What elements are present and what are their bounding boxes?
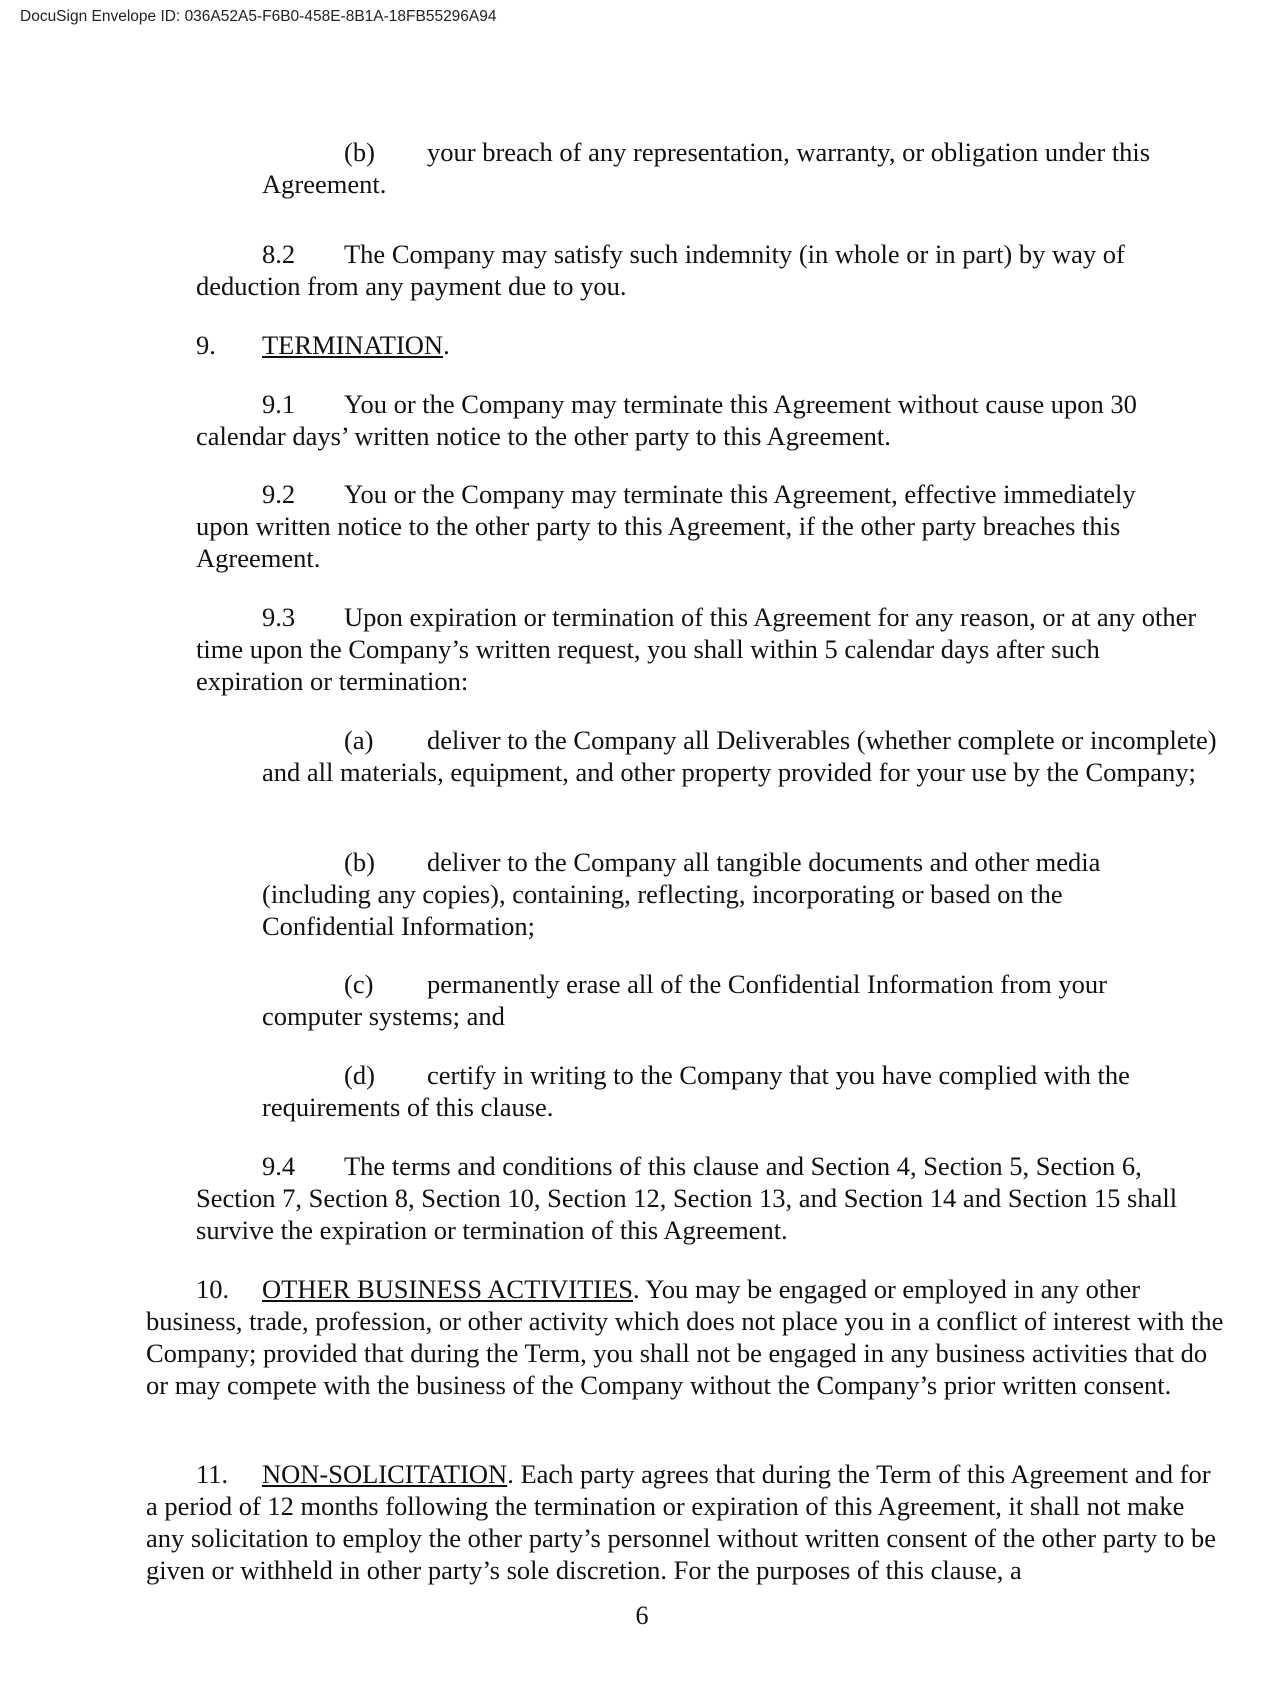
clause-text: Upon expiration or termination of this Agreement for any reason, or at any other time upon the Company’s written request, you shall within 5 calendar days after such expiration or termination:: [196, 602, 1197, 696]
section-title-period: .: [443, 330, 450, 360]
section-title: OTHER BUSINESS ACTIVITIES: [262, 1274, 634, 1304]
section-text: . You may be engaged or employed in any other business, trade, profession, or other activity which does not place you in a conflict of interest with the Company; provided that during the Term, you shall not be engaged in any business activities that do or may compete with the business of the Company without the Company’s prior written consent.: [146, 1274, 1224, 1400]
clause-9-1: [196, 388, 1174, 452]
clause-9-4: [196, 1150, 1226, 1246]
clause-number: (d): [344, 1060, 375, 1090]
clause-9-3-c: [262, 968, 1162, 1032]
section-number: 11.: [196, 1459, 229, 1489]
clause-9-3-a: [262, 724, 1220, 788]
clause-text: deliver to the Company all Deliverables (whether complete or incomplete) and all materials, equipment, and other property provided for your use by the Company;: [262, 725, 1217, 787]
section-title: TERMINATION: [262, 330, 444, 360]
clause-number: (b): [344, 137, 375, 167]
clause-text: permanently erase all of the Confidential Information from your computer systems; and: [262, 969, 1107, 1031]
clause-9-2: [196, 478, 1174, 574]
section-number: 9.: [196, 330, 216, 360]
clause-9-3-d: [262, 1059, 1182, 1123]
clause-9-3: [196, 601, 1208, 697]
clause-text: deliver to the Company all tangible documents and other media (including any copies), containing, reflecting, incorporating or based on the Confidential Information;: [262, 847, 1101, 941]
clause-9-3-b: [262, 846, 1142, 942]
clause-text: your breach of any representation, warranty, or obligation under this Agreement.: [262, 137, 1151, 199]
section-text: . Each party agrees that during the Term of this Agreement and for a period of 12 months following the termination or expiration of this Agreement, it shall not make any solicitation to employ the other party’s personnel without written consent of the other party to be given or withheld in other party’s sole discretion. For the purposes of this clause, a: [146, 1459, 1217, 1585]
section-9-heading: [196, 329, 1174, 361]
clause-text: The Company may satisfy such indemnity (in whole or in part) by way of deduction from any payment due to you.: [196, 239, 1125, 301]
clause-number: 9.4: [262, 1151, 296, 1181]
clause-8-2: [196, 238, 1174, 302]
clause-number: (b): [344, 847, 375, 877]
clause-number: 8.2: [262, 239, 296, 269]
clause-number: (c): [344, 969, 374, 999]
section-10: [146, 1273, 1226, 1401]
clause-number: 9.1: [262, 389, 296, 419]
section-11: [146, 1458, 1226, 1586]
section-title: NON-SOLICITATION: [262, 1459, 508, 1489]
page-number: 6: [635, 1601, 649, 1630]
clause-text: certify in writing to the Company that you have complied with the requirements of this clause.: [262, 1060, 1130, 1122]
clause-number: (a): [344, 725, 374, 755]
clause-text: You or the Company may terminate this Agreement, effective immediately upon written notice to the other party to this Agreement, if the other party breaches this Agreement.: [196, 479, 1136, 573]
clause-number: 9.2: [262, 479, 296, 509]
clause-text: The terms and conditions of this clause and Section 4, Section 5, Section 6, Section 7, Section 8, Section 10, Section 12, Section 13, and Section 14 and Section 15 shall survive the expiration or termination of this Agreement.: [196, 1151, 1178, 1245]
docusign-envelope-id: DocuSign Envelope ID: 036A52A5-F6B0-458E-8B1A-18FB55296A94: [20, 8, 497, 25]
section-number: 10.: [196, 1274, 230, 1304]
clause-number: 9.3: [262, 602, 296, 632]
clause-text: You or the Company may terminate this Agreement without cause upon 30 calendar days’ written notice to the other party to this Agreement.: [196, 389, 1137, 451]
clause-8-1-b: [262, 136, 1182, 200]
